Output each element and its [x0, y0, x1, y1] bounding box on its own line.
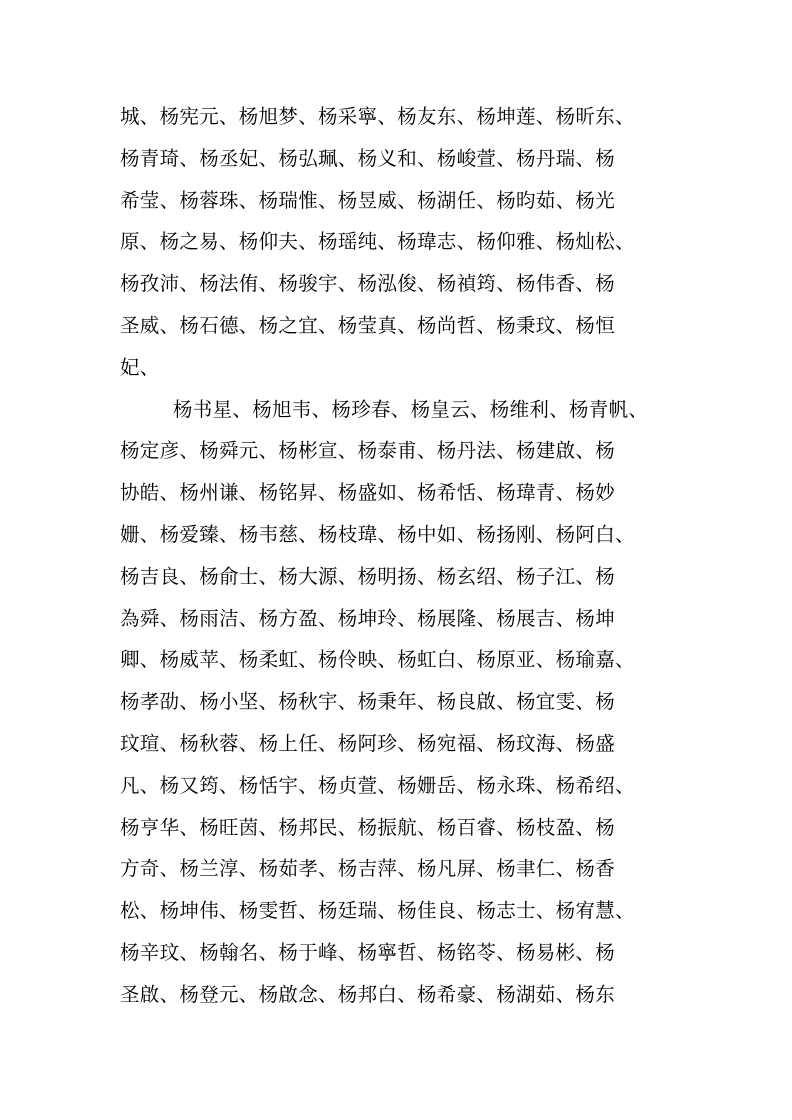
text-line: 圣啟、杨登元、杨啟念、杨邦白、杨希豪、杨湖茹、杨东	[120, 982, 616, 1006]
text-line: 杨辛玟、杨翰名、杨于峰、杨寧哲、杨铭苓、杨易彬、杨	[120, 940, 616, 964]
text-line: 杨青琦、杨丞妃、杨弘珮、杨义和、杨峻萱、杨丹瑞、杨	[120, 146, 616, 170]
text-line: 杨亨华、杨旺茵、杨邦民、杨振航、杨百睿、杨枝盈、杨	[120, 815, 616, 839]
text-line: 协皓、杨州谦、杨铭昇、杨盛如、杨希恬、杨瑋青、杨妙	[120, 481, 616, 505]
text-line: 凡、杨又筠、杨恬宇、杨贞萱、杨姗岳、杨永珠、杨希绍、	[120, 773, 635, 797]
name-list-text	[120, 96, 680, 1016]
text-line: 卿、杨威苹、杨柔虹、杨伶映、杨虹白、杨原亚、杨瑜嘉、	[120, 648, 635, 672]
text-line: 玟瑄、杨秋蓉、杨上任、杨阿珍、杨宛福、杨玟海、杨盛	[120, 731, 616, 755]
text-line: 圣威、杨石德、杨之宜、杨莹真、杨尚哲、杨秉玟、杨恒	[120, 313, 616, 337]
text-line: 妃、	[120, 355, 160, 379]
text-line: 杨吉良、杨俞士、杨大源、杨明扬、杨玄绍、杨子江、杨	[120, 564, 616, 588]
text-line: 杨孝劭、杨小坚、杨秋宇、杨秉年、杨良啟、杨宜雯、杨	[120, 690, 616, 714]
text-line: 松、杨坤伟、杨雯哲、杨廷瑞、杨佳良、杨志士、杨宥慧、	[120, 899, 635, 923]
text-line: 希莹、杨蓉珠、杨瑞惟、杨昱威、杨湖任、杨昀茹、杨光	[120, 188, 616, 212]
text-line: 城、杨宪元、杨旭梦、杨采寧、杨友东、杨坤莲、杨昕东、	[120, 105, 635, 128]
text-line: 方奇、杨兰淳、杨茹孝、杨吉萍、杨凡屏、杨聿仁、杨香	[120, 857, 616, 881]
text-line: 姗、杨爱臻、杨韦慈、杨枝瑋、杨中如、杨扬刚、杨阿白、	[120, 522, 635, 546]
text-line: 杨定彦、杨舜元、杨彬宣、杨泰甫、杨丹法、杨建啟、杨	[120, 439, 616, 463]
text-line: 為舜、杨雨洁、杨方盈、杨坤玲、杨展隆、杨展吉、杨坤	[120, 606, 616, 630]
paragraph-first-line: 杨书星、杨旭韦、杨珍春、杨皇云、杨维利、杨青帆、	[173, 397, 649, 421]
text-line: 原、杨之易、杨仰夫、杨瑶纯、杨瑋志、杨仰雅、杨灿松、	[120, 230, 635, 254]
text-line: 杨孜沛、杨法侑、杨骏宇、杨泓俊、杨禎筠、杨伟香、杨	[120, 272, 616, 296]
